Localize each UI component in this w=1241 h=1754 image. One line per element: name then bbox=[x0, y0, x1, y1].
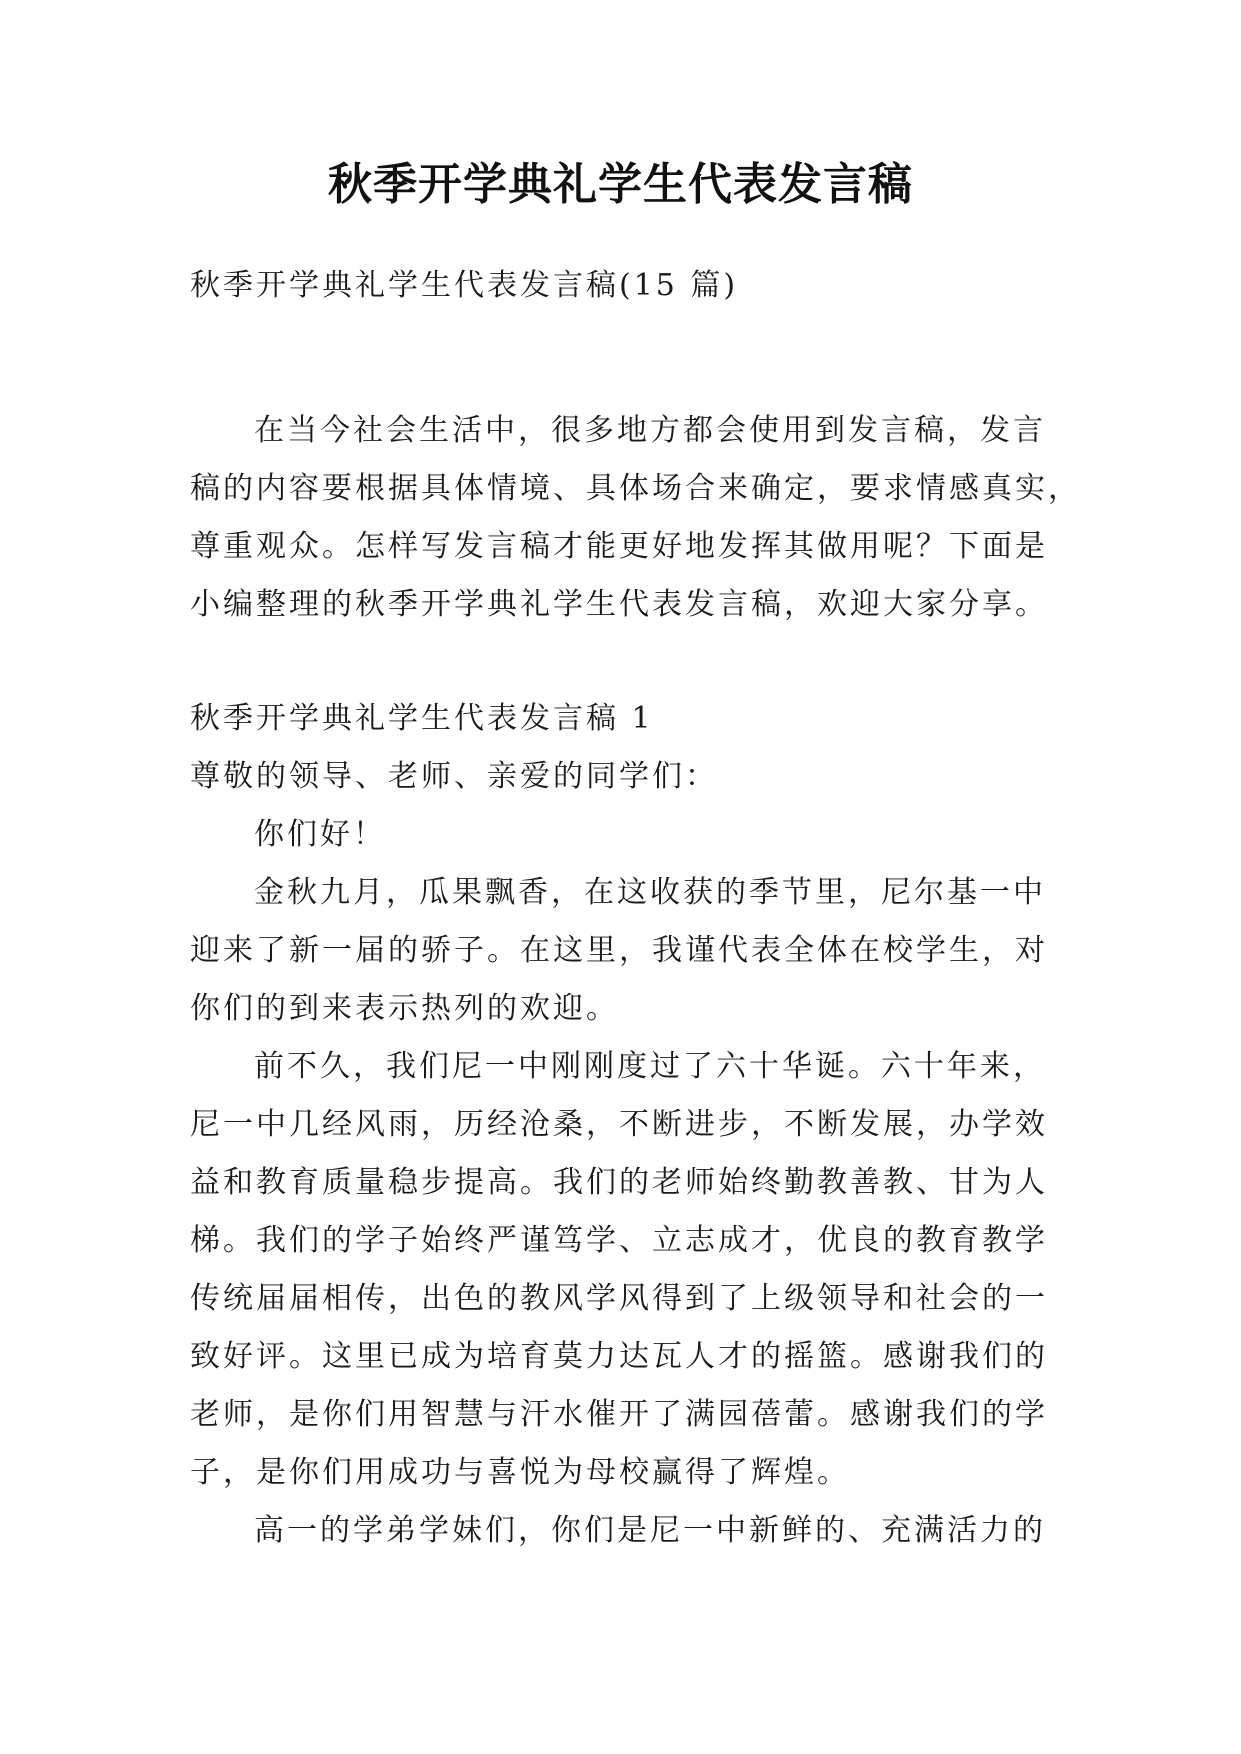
paragraph-line: 致好评。这里已成为培育莫力达瓦人才的摇篮。感谢我们的 bbox=[190, 1339, 1048, 1374]
speech-greeting: 你们好！ bbox=[254, 817, 386, 852]
paragraph-line: 高一的学弟学妹们，你们是尼一中新鲜的、充满活力的 bbox=[254, 1513, 1046, 1548]
paragraph-line: 传统届届相传，出色的教风学风得到了上级领导和社会的一 bbox=[190, 1281, 1048, 1316]
paragraph-line: 金秋九月，瓜果飘香，在这收获的季节里，尼尔基一中 bbox=[254, 875, 1046, 910]
speech-salutation: 尊敬的领导、老师、亲爱的同学们： bbox=[190, 759, 718, 794]
intro-paragraph bbox=[190, 402, 1081, 634]
paragraph-line: 你们的到来表示热列的欢迎。 bbox=[190, 991, 619, 1026]
subtitle-line: 秋季开学典礼学生代表发言稿(15 篇) bbox=[190, 268, 739, 303]
paragraph-line: 前不久，我们尼一中刚刚度过了六十华诞。六十年来， bbox=[254, 1049, 1046, 1084]
intro-line: 稿的内容要根据具体情境、具体场合来确定，要求情感真实， bbox=[190, 471, 1081, 506]
document-title: 秋季开学典礼学生代表发言稿 bbox=[328, 159, 913, 210]
intro-line: 小编整理的秋季开学典礼学生代表发言稿，欢迎大家分享。 bbox=[190, 587, 1048, 622]
paragraph-line: 老师，是你们用智慧与汗水催开了满园蓓蕾。感谢我们的学 bbox=[190, 1397, 1048, 1432]
paragraph-line: 益和教育质量稳步提高。我们的老师始终勤教善教、甘为人 bbox=[190, 1165, 1048, 1200]
intro-line: 在当今社会生活中，很多地方都会使用到发言稿，发言 bbox=[254, 413, 1046, 448]
document-subtitle bbox=[190, 257, 1050, 315]
speech-section bbox=[190, 690, 1050, 1560]
paragraph-line: 尼一中几经风雨，历经沧桑，不断进步，不断发展，办学效 bbox=[190, 1107, 1048, 1142]
paragraph-line: 梯。我们的学子始终严谨笃学、立志成才，优良的教育教学 bbox=[190, 1223, 1048, 1258]
paragraph-line: 子，是你们用成功与喜悦为母校赢得了辉煌。 bbox=[190, 1455, 850, 1490]
speech-heading: 秋季开学典礼学生代表发言稿 1 bbox=[190, 701, 654, 736]
intro-line: 尊重观众。怎样写发言稿才能更好地发挥其做用呢？下面是 bbox=[190, 529, 1048, 564]
paragraph-line: 迎来了新一届的骄子。在这里，我谨代表全体在校学生，对 bbox=[190, 933, 1048, 968]
